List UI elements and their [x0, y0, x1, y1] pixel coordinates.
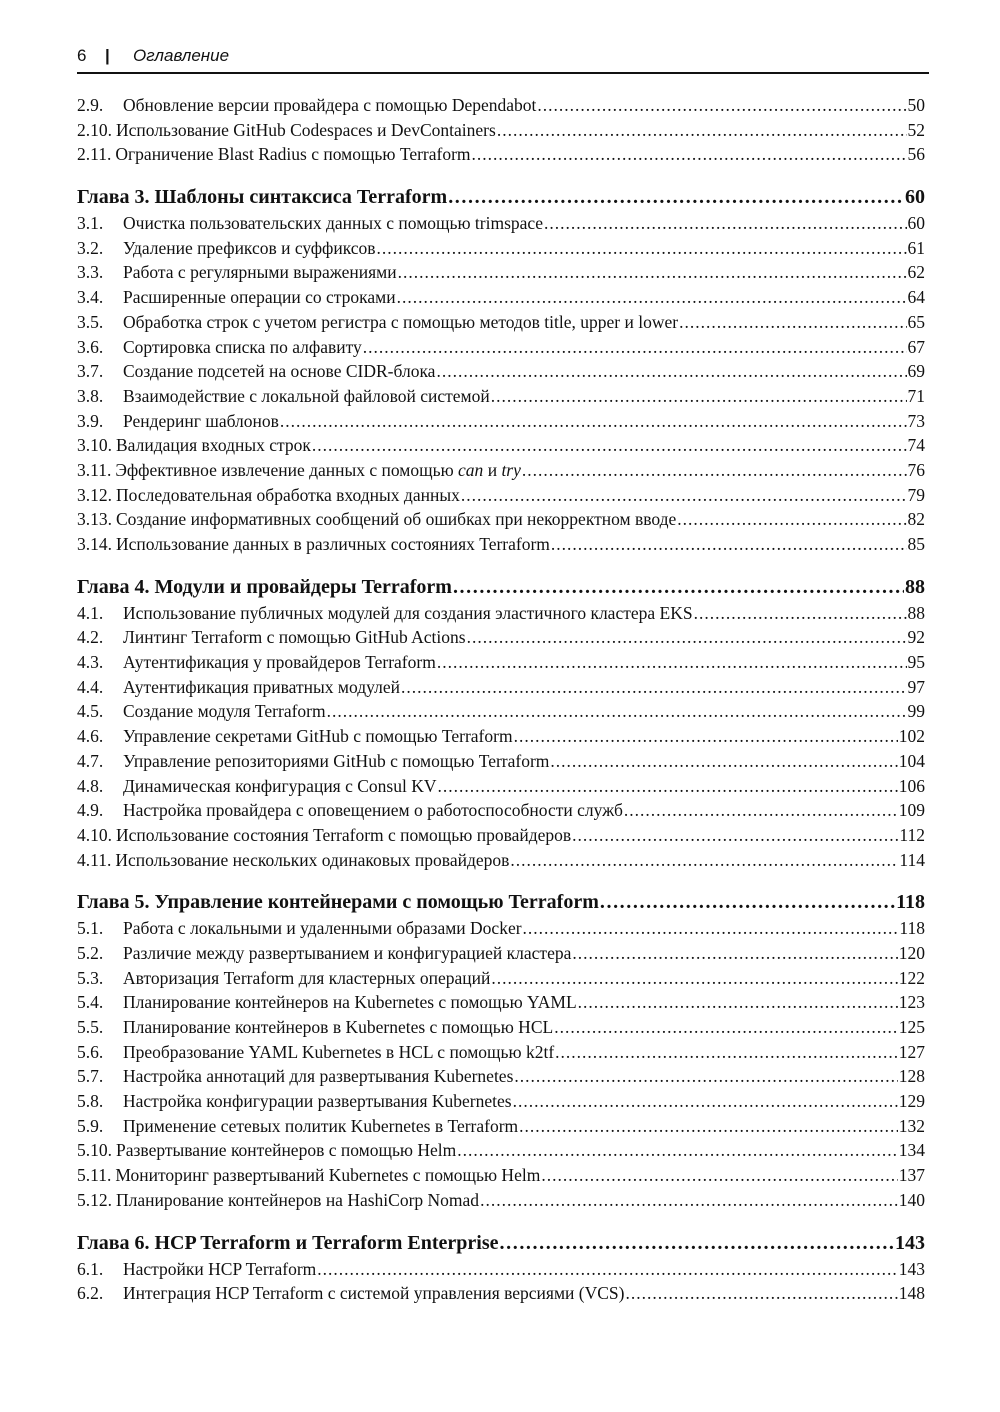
title-part: Использование нескольких одинаковых провайдеров: [115, 849, 510, 870]
dot-leader: [312, 433, 907, 458]
toc-entry-title: [123, 798, 623, 823]
toc-entry[interactable]: [77, 774, 925, 799]
title-part: Использование состояния Terraform с помощью провайдеров: [116, 824, 572, 845]
toc-entry-number: 4.11.: [77, 849, 112, 870]
toc-entry-number: 6.2.: [77, 1283, 104, 1304]
title-part: Динамическая конфигурация с Consul KV: [123, 775, 437, 796]
title-italic-part: try: [501, 459, 521, 480]
title-part: Обновление версии провайдера с помощью Dependabot: [123, 95, 537, 115]
toc-page-number: 125: [898, 1017, 925, 1037]
toc-entry-number: 5.6.: [77, 1041, 104, 1062]
toc-page-number: 60: [905, 186, 925, 209]
title-part: Удаление префиксов и суффиксов: [123, 237, 376, 258]
toc-entry[interactable]: [77, 359, 925, 384]
toc-entry-title: [77, 888, 599, 916]
title-part: Очистка пользовательских данных с помощью trimspace: [123, 213, 543, 234]
toc-entry[interactable]: [77, 483, 925, 508]
toc-entry[interactable]: [77, 749, 925, 774]
toc-entry-title: [116, 823, 571, 848]
toc-entry-number: 5.8.: [77, 1091, 104, 1112]
toc-page-number: 67: [907, 336, 925, 357]
toc-entry[interactable]: [77, 1015, 925, 1040]
toc-entry[interactable]: [77, 458, 925, 483]
dot-leader: [522, 458, 907, 483]
toc-page-number: 74: [907, 435, 925, 456]
title-part: Использование данных в различных состояниях Terraform: [116, 534, 550, 554]
toc-page-number: 71: [907, 385, 925, 406]
toc-entry-title: [123, 1257, 316, 1282]
toc-page-number: 104: [898, 750, 925, 771]
title-italic-part: can: [458, 459, 484, 480]
toc-page-number: 127: [898, 1041, 925, 1062]
toc-page-number: 65: [907, 311, 925, 332]
toc-page-number: 123: [898, 992, 925, 1013]
toc-entry[interactable]: [77, 1114, 925, 1139]
toc-entry-number: 3.12.: [77, 484, 112, 505]
toc-page-number: 137: [898, 1165, 925, 1186]
toc-page-number: 109: [898, 800, 925, 821]
toc-entry-title: [123, 1114, 518, 1139]
dot-leader: [398, 260, 907, 285]
toc-entry-number: 3.10.: [77, 435, 112, 456]
toc-entry-title: [123, 1089, 512, 1114]
toc-page-number: 114: [899, 849, 925, 870]
dot-leader: [317, 1257, 897, 1282]
toc-entry-title: [115, 1163, 540, 1188]
toc-page-number: 76: [907, 459, 925, 480]
toc-entry[interactable]: [77, 798, 925, 823]
toc-entry-number: 3.13.: [77, 509, 112, 530]
toc-entry-number: 3.7.: [77, 361, 104, 382]
toc-page-number: 64: [907, 287, 925, 308]
title-part: Настройка провайдера с оповещением о работоспособности служб: [123, 800, 623, 821]
title-part: Создание модуля Terraform: [123, 701, 326, 722]
toc-entry-number: 5.5.: [77, 1017, 104, 1037]
dot-leader: [572, 941, 897, 966]
toc-entry-number: 5.12.: [77, 1189, 112, 1210]
toc-page-number: 140: [898, 1189, 925, 1210]
toc-entry[interactable]: [77, 211, 925, 236]
title-part: Линтинг Terraform с помощью GitHub Actions: [123, 627, 466, 648]
toc-entry-number: 2.10.: [77, 119, 112, 140]
toc-entry-title: [123, 359, 435, 384]
toc-page-number: 52: [907, 119, 925, 140]
dot-leader: [578, 990, 898, 1015]
toc-entry-title: [123, 93, 536, 118]
toc-entry-title: [123, 749, 549, 774]
toc-entry-number: 4.3.: [77, 652, 104, 673]
toc-entry-number: 5.7.: [77, 1066, 104, 1087]
toc-entry[interactable]: [77, 260, 925, 285]
dot-leader: [555, 1040, 898, 1065]
title-part: Управление репозиториями GitHub с помощью Terraform: [123, 750, 550, 771]
toc-page-number: 102: [898, 726, 925, 747]
dot-leader: [544, 211, 907, 236]
dot-leader: [541, 1163, 897, 1188]
dot-leader: [497, 118, 907, 143]
toc-page-number: 143: [895, 1231, 925, 1254]
title-part: Расширенные операции со строками: [123, 287, 396, 308]
toc-entry-title: [123, 941, 571, 966]
dot-leader: [280, 409, 907, 434]
toc-entry[interactable]: [77, 1040, 925, 1065]
toc-entry-number: 4.8.: [77, 775, 104, 796]
toc-entry-title: [123, 774, 437, 799]
dot-leader: [679, 310, 906, 335]
header-title: Оглавление: [133, 46, 230, 65]
toc-entry-title: [116, 1188, 479, 1213]
toc-entry-number: 3.14.: [77, 534, 112, 554]
toc-entry-title: [123, 1281, 624, 1306]
toc-entry[interactable]: [77, 532, 925, 557]
toc-entry[interactable]: [77, 1281, 925, 1306]
toc-entry-title: [116, 433, 311, 458]
toc-page-number: 106: [898, 775, 925, 796]
toc-entry-title: [123, 285, 396, 310]
toc-entry[interactable]: [77, 433, 925, 458]
dot-leader: [513, 1089, 898, 1114]
dot-leader: [327, 699, 907, 724]
toc-entry[interactable]: [77, 823, 925, 848]
toc-entry-title: [123, 916, 522, 941]
title-part: Применение сетевых политик Kubernetes в Terraform: [123, 1115, 519, 1136]
toc-entry[interactable]: [77, 285, 925, 310]
title-part: Аутентификация у провайдеров Terraform: [123, 652, 436, 673]
dot-leader: [694, 601, 907, 626]
toc-entry-title: [123, 335, 362, 360]
toc-page-number: 69: [907, 361, 925, 382]
page-number: 6: [77, 46, 87, 65]
title-part: Интеграция HCP Terraform с системой управления версиями (VCS): [123, 1283, 625, 1304]
toc-page-number: 97: [907, 676, 925, 697]
toc-entry-title: [123, 625, 466, 650]
title-part: Планирование контейнеров на Kubernetes с помощью YAML: [123, 992, 577, 1013]
toc-entry-number: 3.9.: [77, 410, 104, 431]
toc-entry[interactable]: [77, 650, 925, 675]
toc-entry-title: [123, 966, 490, 991]
title-part: Глава 5. Управление контейнерами с помощью Terraform: [77, 891, 599, 914]
toc-entry-title: [123, 384, 490, 409]
title-part: Мониторинг развертываний Kubernetes с помощью Helm: [115, 1165, 541, 1186]
toc-entry-title: [116, 483, 460, 508]
toc-entry-number: 4.1.: [77, 602, 104, 623]
toc-entry-number: 3.11.: [77, 459, 112, 480]
toc-entry-title: [116, 507, 676, 532]
toc-page-number: 132: [898, 1115, 925, 1136]
dot-leader: [677, 507, 906, 532]
toc-page-number: 122: [898, 967, 925, 988]
dot-leader: [461, 483, 907, 508]
dot-leader: [554, 1015, 898, 1040]
dot-leader: [457, 1138, 897, 1163]
dot-leader: [550, 749, 897, 774]
title-part: Работа с регулярными выражениями: [123, 262, 397, 283]
toc-page-number: 92: [907, 627, 925, 648]
toc-entry-title: [123, 260, 397, 285]
toc-entry-title: [123, 650, 436, 675]
toc-entry-title: [123, 699, 326, 724]
toc-entry-number: 4.6.: [77, 726, 104, 747]
toc-entry-title: [77, 573, 452, 601]
title-part: Различие между развертыванием и конфигурацией кластера: [123, 942, 572, 963]
toc-entry-title: [115, 848, 509, 873]
toc-entry-number: 3.1.: [77, 213, 104, 234]
title-part: Развертывание контейнеров с помощью Helm: [116, 1140, 457, 1161]
toc-chapter-heading[interactable]: [77, 573, 925, 601]
toc-entry-number: 5.3.: [77, 967, 104, 988]
toc-entry-number: 5.1.: [77, 918, 104, 939]
title-part: Управление секретами GitHub с помощью Terraform: [123, 726, 513, 747]
toc-page-number: 128: [898, 1066, 925, 1087]
table-of-contents: [77, 93, 925, 1306]
title-part: Настройка аннотаций для развертывания Kubernetes: [123, 1066, 514, 1087]
toc-entry-number: 4.10.: [77, 824, 112, 845]
toc-entry-title: [123, 990, 577, 1015]
dot-leader: [624, 798, 898, 823]
toc-entry-title: [123, 675, 400, 700]
dot-leader: [491, 384, 907, 409]
toc-page-number: 60: [907, 213, 925, 234]
toc-entry[interactable]: [77, 1064, 925, 1089]
dot-leader: [467, 625, 907, 650]
title-part: Работа с локальными и удаленными образами Docker: [123, 918, 522, 939]
title-part: Аутентификация приватных модулей: [123, 676, 400, 697]
toc-entry-number: 5.4.: [77, 992, 104, 1013]
dot-leader: [551, 532, 907, 557]
toc-page-number: 118: [896, 891, 925, 914]
toc-entry-number: 5.2.: [77, 942, 104, 963]
toc-entry[interactable]: [77, 1188, 925, 1213]
dot-leader: [625, 1281, 897, 1306]
toc-entry[interactable]: [77, 990, 925, 1015]
toc-entry-title: [116, 118, 496, 143]
toc-entry[interactable]: [77, 966, 925, 991]
title-part: Настройка конфигурации развертывания Kubernetes: [123, 1091, 512, 1112]
dot-leader: [500, 1229, 894, 1257]
toc-entry[interactable]: [77, 1138, 925, 1163]
toc-entry-title: [116, 1138, 456, 1163]
dot-leader: [437, 650, 907, 675]
dot-leader: [448, 183, 904, 211]
dot-leader: [377, 236, 907, 261]
toc-entry[interactable]: [77, 916, 925, 941]
toc-entry-title: [116, 532, 550, 557]
toc-entry[interactable]: [77, 675, 925, 700]
toc-page-number: 129: [898, 1091, 925, 1112]
title-part: Эффективное извлечение данных с помощью: [115, 459, 459, 480]
title-part: и: [483, 459, 502, 480]
toc-page-number: 62: [907, 262, 925, 283]
toc-entry-number: 4.4.: [77, 676, 104, 697]
title-part: Настройки HCP Terraform: [123, 1258, 317, 1279]
toc-page-number: 85: [907, 534, 925, 554]
toc-entry-number: 2.11.: [77, 144, 112, 165]
toc-entry-number: 3.2.: [77, 237, 104, 258]
toc-page-number: 73: [907, 410, 925, 431]
toc-entry-number: 5.10.: [77, 1140, 112, 1161]
toc-entry-number: 5.11.: [77, 1165, 112, 1186]
toc-page-number: 79: [907, 484, 925, 505]
title-part: Валидация входных строк: [116, 435, 311, 456]
toc-entry-number: 4.7.: [77, 750, 104, 771]
toc-entry-title: [123, 601, 693, 626]
toc-page-number: 134: [898, 1140, 925, 1161]
toc-page-number: 118: [899, 918, 925, 939]
toc-entry[interactable]: [77, 93, 925, 118]
toc-entry-number: 5.9.: [77, 1115, 104, 1136]
dot-leader: [397, 285, 907, 310]
dot-leader: [480, 1188, 898, 1213]
dot-leader: [519, 1114, 898, 1139]
dot-leader: [523, 916, 899, 941]
dot-leader: [510, 848, 898, 873]
toc-chapter-heading[interactable]: [77, 1229, 925, 1257]
running-header: [77, 44, 929, 74]
dot-leader: [514, 724, 898, 749]
toc-entry-number: 3.4.: [77, 287, 104, 308]
toc-entry-title: [123, 724, 513, 749]
dot-leader: [514, 1064, 897, 1089]
toc-entry-title: [123, 1015, 553, 1040]
title-part: Сортировка списка по алфавиту: [123, 336, 362, 357]
toc-entry[interactable]: [77, 507, 925, 532]
toc-entry[interactable]: [77, 384, 925, 409]
toc-entry-title: [123, 310, 678, 335]
toc-page-number: 99: [907, 701, 925, 722]
toc-entry-number: 3.3.: [77, 262, 104, 283]
dot-leader: [472, 142, 907, 167]
toc-entry[interactable]: [77, 1089, 925, 1114]
dot-leader: [600, 888, 895, 916]
toc-entry-title: [123, 236, 376, 261]
title-part: Взаимодействие с локальной файловой системой: [123, 385, 490, 406]
title-part: Последовательная обработка входных данных: [116, 484, 460, 505]
toc-entry[interactable]: [77, 236, 925, 261]
title-part: Создание подсетей на основе CIDR-блока: [123, 361, 436, 382]
toc-page-number: 82: [907, 509, 925, 530]
toc-entry-number: 4.5.: [77, 701, 104, 722]
toc-entry[interactable]: [77, 724, 925, 749]
dot-leader: [572, 823, 898, 848]
toc-entry[interactable]: [77, 409, 925, 434]
toc-entry-number: 3.6.: [77, 336, 104, 357]
toc-entry[interactable]: [77, 941, 925, 966]
toc-page-number: 88: [905, 575, 925, 598]
title-part: Глава 6. HCP Terraform и Terraform Enterprise: [77, 1231, 499, 1254]
dot-leader: [537, 93, 906, 118]
toc-page-number: 88: [907, 602, 925, 623]
title-part: Планирование контейнеров в Kubernetes с помощью HCL: [123, 1017, 554, 1037]
toc-page-number: 112: [899, 824, 925, 845]
toc-entry[interactable]: [77, 1163, 925, 1188]
title-part: Рендеринг шаблонов: [123, 410, 279, 431]
title-part: Использование публичных модулей для создания эластичного кластера EKS: [123, 602, 693, 623]
dot-leader: [453, 573, 904, 601]
title-part: Планирование контейнеров на HashiCorp Nomad: [116, 1189, 480, 1210]
toc-page-number: 56: [907, 144, 925, 165]
dot-leader: [401, 675, 907, 700]
toc-entry[interactable]: [77, 118, 925, 143]
toc-entry-number: 4.2.: [77, 627, 104, 648]
dot-leader: [491, 966, 897, 991]
toc-entry-number: 4.9.: [77, 800, 104, 821]
toc-entry[interactable]: [77, 601, 925, 626]
toc-entry[interactable]: [77, 625, 925, 650]
title-part: Преобразование YAML Kubernetes в HCL с помощью k2tf: [123, 1041, 555, 1062]
dot-leader: [436, 359, 906, 384]
toc-entry-number: 6.1.: [77, 1258, 104, 1279]
toc-page-number: 95: [907, 652, 925, 673]
toc-entry-title: [77, 183, 447, 211]
toc-page-number: 148: [898, 1283, 925, 1304]
dot-leader: [438, 774, 898, 799]
toc-entry-title: [123, 211, 543, 236]
toc-entry-title: [123, 1064, 513, 1089]
toc-entry-number: 2.9.: [77, 95, 104, 115]
toc-entry-title: [123, 409, 279, 434]
toc-entry[interactable]: [77, 310, 925, 335]
toc-page-number: 143: [898, 1258, 925, 1279]
toc-entry-title: [115, 142, 470, 167]
title-part: Ограничение Blast Radius с помощью Terraform: [115, 144, 471, 165]
toc-entry-title: [115, 458, 521, 483]
toc-entry-number: 3.8.: [77, 385, 104, 406]
toc-entry[interactable]: [77, 699, 925, 724]
toc-entry-number: 3.5.: [77, 311, 104, 332]
title-part: Авторизация Terraform для кластерных операций: [123, 967, 491, 988]
title-part: Создание информативных сообщений об ошибках при некорректном вводе: [116, 509, 677, 530]
toc-entry-title: [77, 1229, 499, 1257]
toc-entry[interactable]: [77, 848, 925, 873]
toc-page-number: 61: [907, 237, 925, 258]
toc-entry[interactable]: [77, 335, 925, 360]
toc-entry-title: [123, 1040, 554, 1065]
toc-entry[interactable]: [77, 1257, 925, 1282]
toc-chapter-heading[interactable]: [77, 888, 925, 916]
title-part: Обработка строк с учетом регистра с помощью методов title, upper и lower: [123, 311, 679, 332]
header-separator: |: [105, 46, 110, 65]
title-part: Глава 3. Шаблоны синтаксиса Terraform: [77, 186, 448, 209]
title-part: Глава 4. Модули и провайдеры Terraform: [77, 575, 452, 598]
dot-leader: [363, 335, 907, 360]
title-part: Использование GitHub Codespaces и DevContainers: [116, 119, 496, 140]
toc-page-number: 120: [898, 942, 925, 963]
toc-entry[interactable]: [77, 142, 925, 167]
toc-page-number: 50: [907, 95, 925, 115]
toc-chapter-heading[interactable]: [77, 183, 925, 211]
